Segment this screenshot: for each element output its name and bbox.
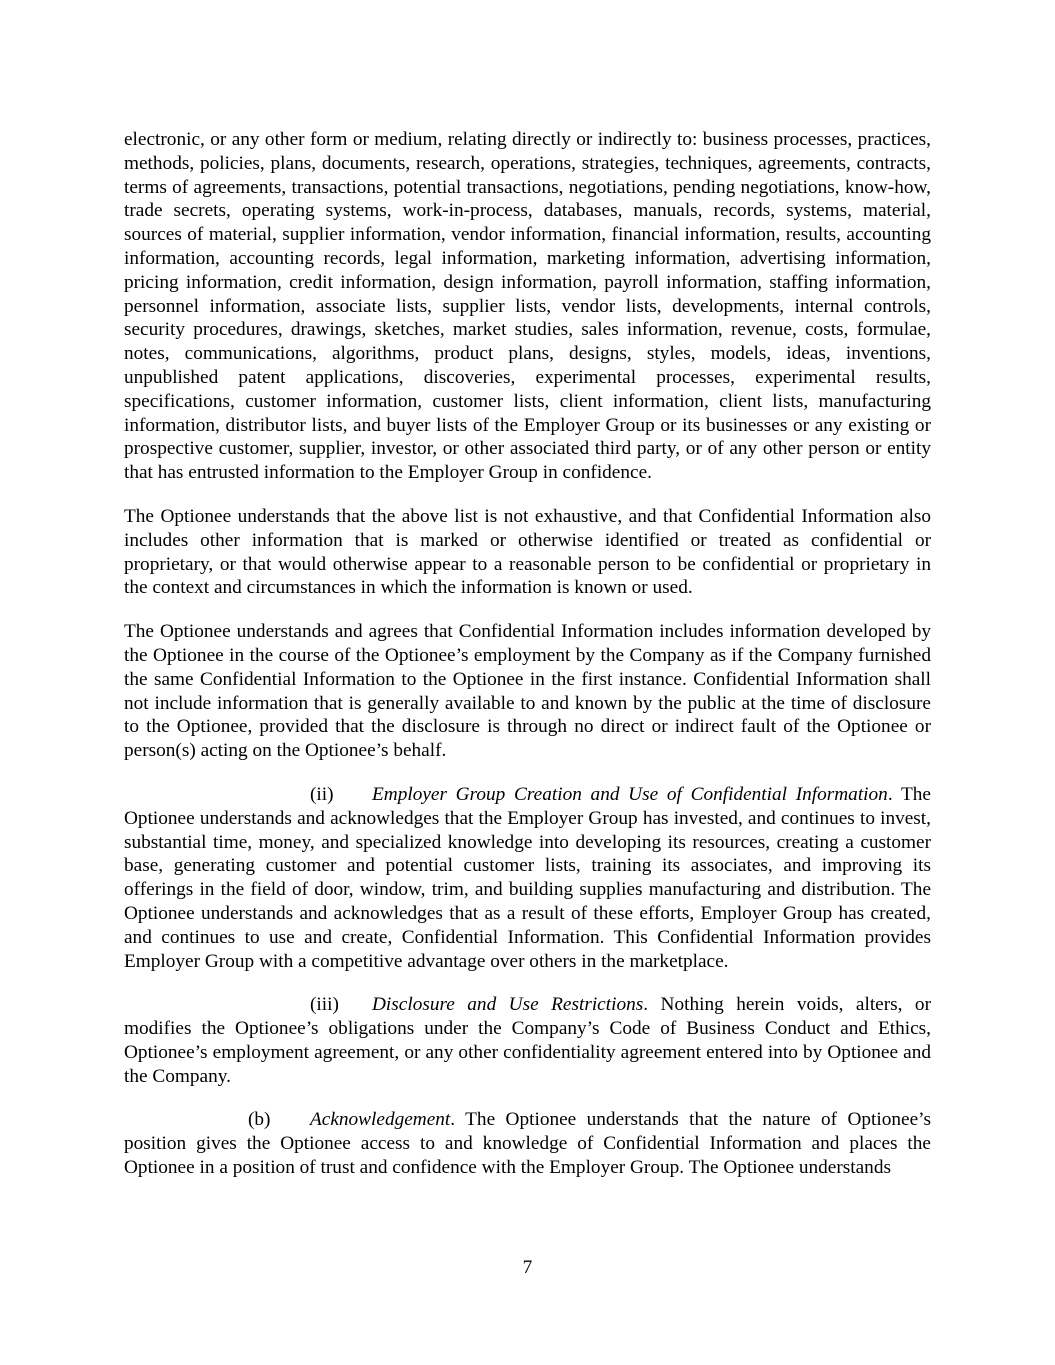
section-iii-heading: Disclosure and Use Restrictions	[372, 994, 644, 1016]
paragraph-definition-list: electronic, or any other form or medium, relating directly or indirectly to: business processes, practices, methods, policies, plans, documents, research, operations, strategies, techniques, agreements, contracts, terms of agreements, transactions, potential transactions, negotiations, pending negotiations, know-how, trade secrets, operating systems, work-in-process, databases, manuals, records, systems, material, sources of material, supplier information, vendor information, financial information, results, accounting information, accounting records, legal information, marketing information, advertising information, pricing information, credit information, design information, payroll information, staffing information, personnel information, associate lists, supplier lists, vendor lists, developments, internal controls, security procedures, drawings, sketches, market studies, sales information, revenue, costs, formulae, notes, communications, algorithms, product plans, designs, styles, models, ideas, inventions, unpublished patent applications, discoveries, experimental processes, experimental results, specifications, customer information, customer lists, client information, client lists, manufacturing information, distributor lists, and buyer lists of the Employer Group or its businesses or any existing or prospective customer, supplier, investor, or other associated third party, or of any other person or entity that has entrusted information to the Employer Group in confidence.	[124, 129, 931, 484]
paragraph-not-exhaustive: The Optionee understands that the above list is not exhaustive, and that Confidential Information also includes other information that is marked or otherwise identified or treated as confidential or proprietary, or that would otherwise appear to a reasonable person to be confidential or proprietary in the context and circumstances in which the information is known or used.	[124, 505, 931, 599]
section-b-heading: Acknowledgement	[310, 1109, 451, 1131]
document-page	[124, 128, 931, 1200]
section-b-number: (b)	[248, 1109, 271, 1131]
paragraph-developed-information: The Optionee understands and agrees that Confidential Information includes information developed by the Optionee in the course of the Optionee’s employment by the Company as if the Company furnished the same Confidential Information to the Optionee in the first instance. Confidential Information shall not include information that is generally available to and known by the public at the time of disclosure to the Optionee, provided that the disclosure is through no direct or indirect fault of the Optionee or person(s) acting on the Optionee’s behalf.	[124, 621, 931, 762]
section-ii-text: . The Optionee understands and acknowledges that the Employer Group has invested, and continues to invest, substantial time, money, and specialized knowledge into developing its resources, creating a customer base, generating customer and potential customer lists, training its associates, and improving its offerings in the field of door, window, trim, and building supplies manufacturing and distribution. The Optionee understands and acknowledges that as a result of these efforts, Employer Group has created, and continues to use and create, Confidential Information. This Confidential Information provides Employer Group with a competitive advantage over others in the marketplace.	[124, 783, 931, 972]
section-iii-number: (iii)	[310, 994, 339, 1016]
section-ii	[124, 783, 931, 973]
section-b-text: . The Optionee understands that the nature of Optionee’s position gives the Optionee access to and knowledge of Confidential Information and places the Optionee in a position of trust and confidence with the Employer Group. The Optionee understands	[124, 1109, 931, 1179]
section-b	[124, 1108, 931, 1179]
section-ii-number: (ii)	[310, 783, 334, 805]
page-number: 7	[522, 1257, 533, 1278]
section-iii-text: . Nothing herein voids, alters, or modifies the Optionee’s obligations under the Company’s Code of Business Conduct and Ethics, Optionee’s employment agreement, or any other confidentiality agreement entered into by Optionee and the Company.	[124, 994, 931, 1087]
section-ii-heading: Employer Group Creation and Use of Confidential Information	[372, 783, 888, 805]
section-iii	[124, 993, 931, 1088]
